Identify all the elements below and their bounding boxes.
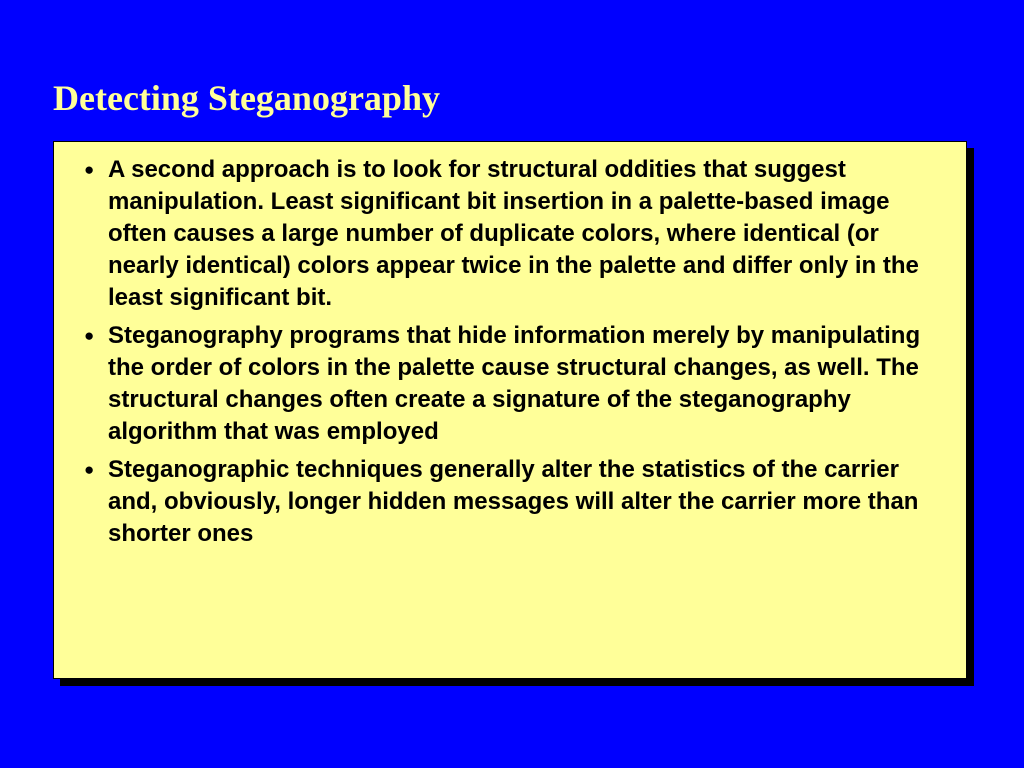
bullet-text: Steganographic techniques generally alter the statistics of the carrier and, obviously, longer hidden messages will alter the carrier more than shorter ones xyxy=(108,456,919,547)
list-item xyxy=(84,154,954,314)
bullet-icon: ● xyxy=(84,160,95,179)
bullet-icon: ● xyxy=(84,460,95,479)
slide-title: Detecting Steganography xyxy=(53,78,440,118)
content-box xyxy=(53,141,967,679)
list-item xyxy=(84,320,954,448)
bullet-icon: ● xyxy=(84,326,95,345)
bullet-text: Steganography programs that hide information merely by manipulating the order of colors in the palette cause structural changes, as well. The structural changes often create a signature of the steganography algorithm that was employed xyxy=(108,322,921,445)
bullet-list xyxy=(84,154,954,556)
list-item xyxy=(84,454,954,550)
bullet-text: A second approach is to look for structural oddities that suggest manipulation. Least significant bit insertion in a palette-based image often causes a large number of duplicate colors, where identical (or nearly identical) colors appear twice in the palette and differ only in the least significant bit. xyxy=(108,156,919,311)
